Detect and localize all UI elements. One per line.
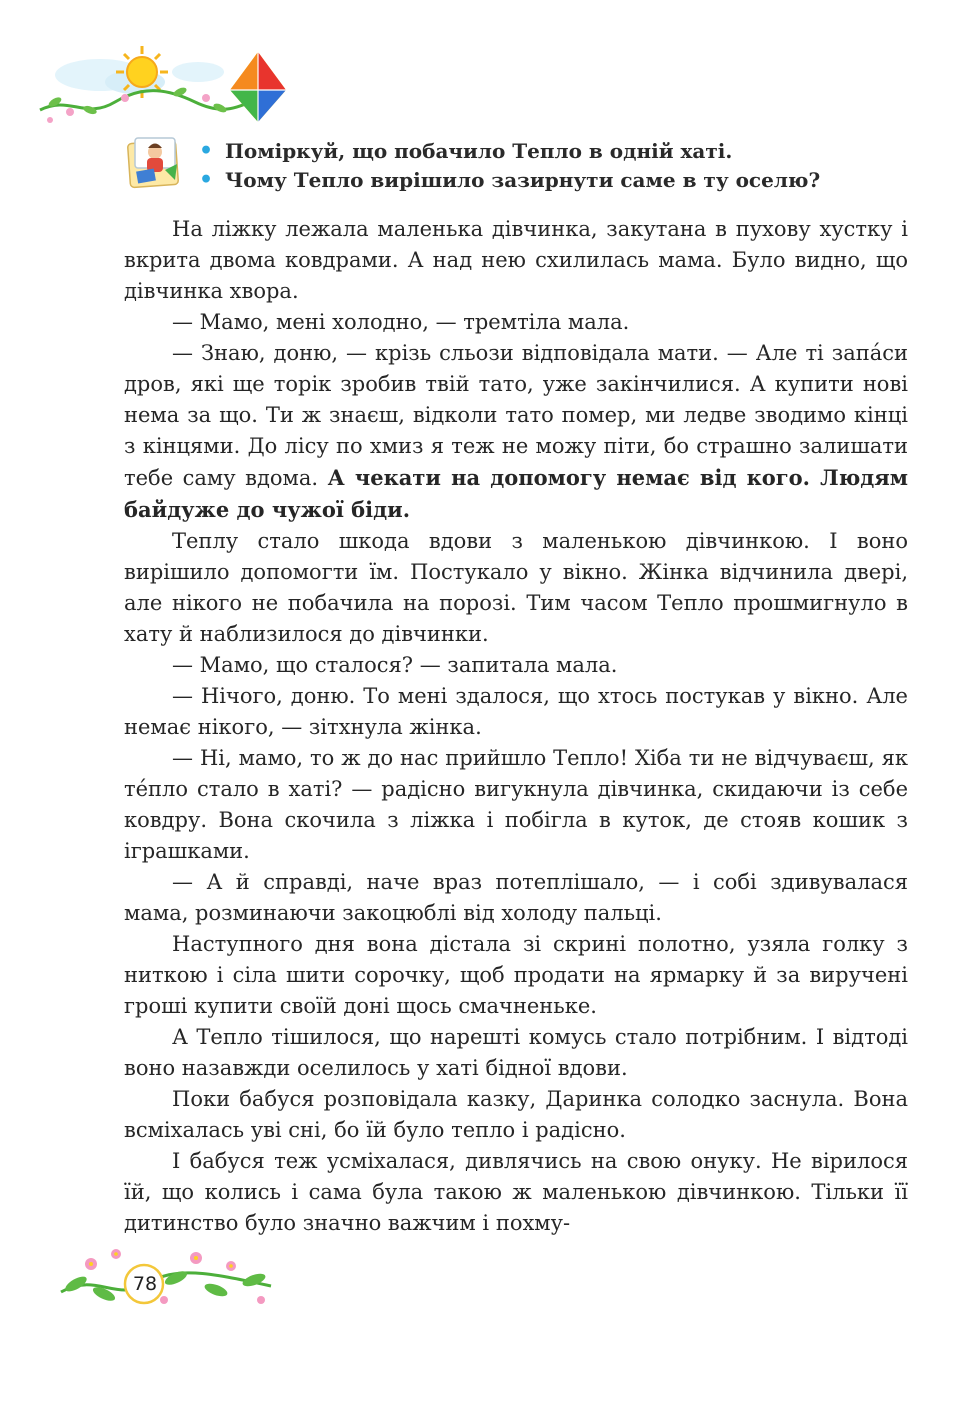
paragraph: — Мамо, що сталося? — запитала мала.: [172, 653, 618, 677]
paragraph: — Нічого, доню. То мені здалося, що хтось постукав у вікно. Але немає нікого, — зітхнула жінка.: [124, 684, 908, 739]
question-item: • Поміркуй, що побачило Тепло в одній хаті.: [197, 137, 820, 166]
story-text: [124, 214, 908, 1239]
bold-sentence: А чекати на допомогу немає від кого. Людям байдуже до чужої біди.: [124, 465, 908, 522]
paragraph: Наступного дня вона дістала зі скрині полотно, узяла голку з ниткою і сіла шити сорочку, щоб продати на ярмарку й за виручені гроші купити своїй доні щось смачненьке.: [124, 932, 908, 1018]
page-number: 78: [132, 1273, 158, 1295]
flower-garland-decoration: [56, 1242, 276, 1314]
paragraph: — Мамо, мені холодно, — тремтіла мала.: [172, 310, 630, 334]
reflection-icon: [125, 134, 183, 192]
paragraph: І бабуся теж усміхалася, дивлячись на свою онуку. Не вірилося їй, що колись і сама була такою ж маленькою дівчинкою. Тільки її дитинство було значно важчим і похму-: [124, 1149, 908, 1235]
sun-and-kite-decoration: [30, 40, 290, 140]
paragraph: — Ні, мамо, то ж до нас прийшло Тепло! Хіба ти не відчуваєш, як те́пло стало в хаті? — радісно вигукнула дівчинка, скидаючи із себе ковдру. Вона скочила з ліжка і побігла в куток, де стояв кошик з іграшками.: [124, 746, 908, 863]
paragraph: Теплу стало шкода вдови з маленькою дівчинкою. І воно вирішило допомогти їм. Постукало у вікно. Жінка відчинила двері, але нікого не побачила на порозі. Тим часом Тепло прошмигнуло в хату й наблизилося до дівчинки.: [124, 529, 908, 646]
paragraph-with-bold: [124, 338, 908, 526]
question-item: • Чому Тепло вирішило зазирнути саме в ту оселю?: [197, 166, 820, 195]
paragraph: На ліжку лежала маленька дівчинка, закутана в пухову хустку і вкрита двома ковдрами. А над нею схилилась мама. Було видно, що дівчинка хвора.: [124, 217, 908, 303]
paragraph-text: — Знаю, доню, — крізь сльози відповідала мати. — Але ті запа́си дров, які ще торік зробив твій тато, уже закінчилися. А купити нові нема за що. Ти ж знаєш, відколи тато помер, ми ледве зводимо кінці з кінцями. До лісу по хмиз я теж не можу піти, бо страшно залишати тебе саму вдома.: [124, 341, 908, 490]
paragraph: Поки бабуся розповідала казку, Даринка солодко заснула. Вона всміхалась уві сні, бо їй було тепло і радісно.: [124, 1087, 908, 1142]
paragraph: — А й справді, наче враз потеплішало, — і собі здивувалася мама, розминаючи закоцюблі від холоду пальці.: [124, 870, 908, 925]
reflection-questions: [197, 137, 820, 195]
paragraph: А Тепло тішилося, що нарешті комусь стало потрібним. І відтоді воно назавжди оселилось у хаті бідної вдови.: [124, 1025, 908, 1080]
